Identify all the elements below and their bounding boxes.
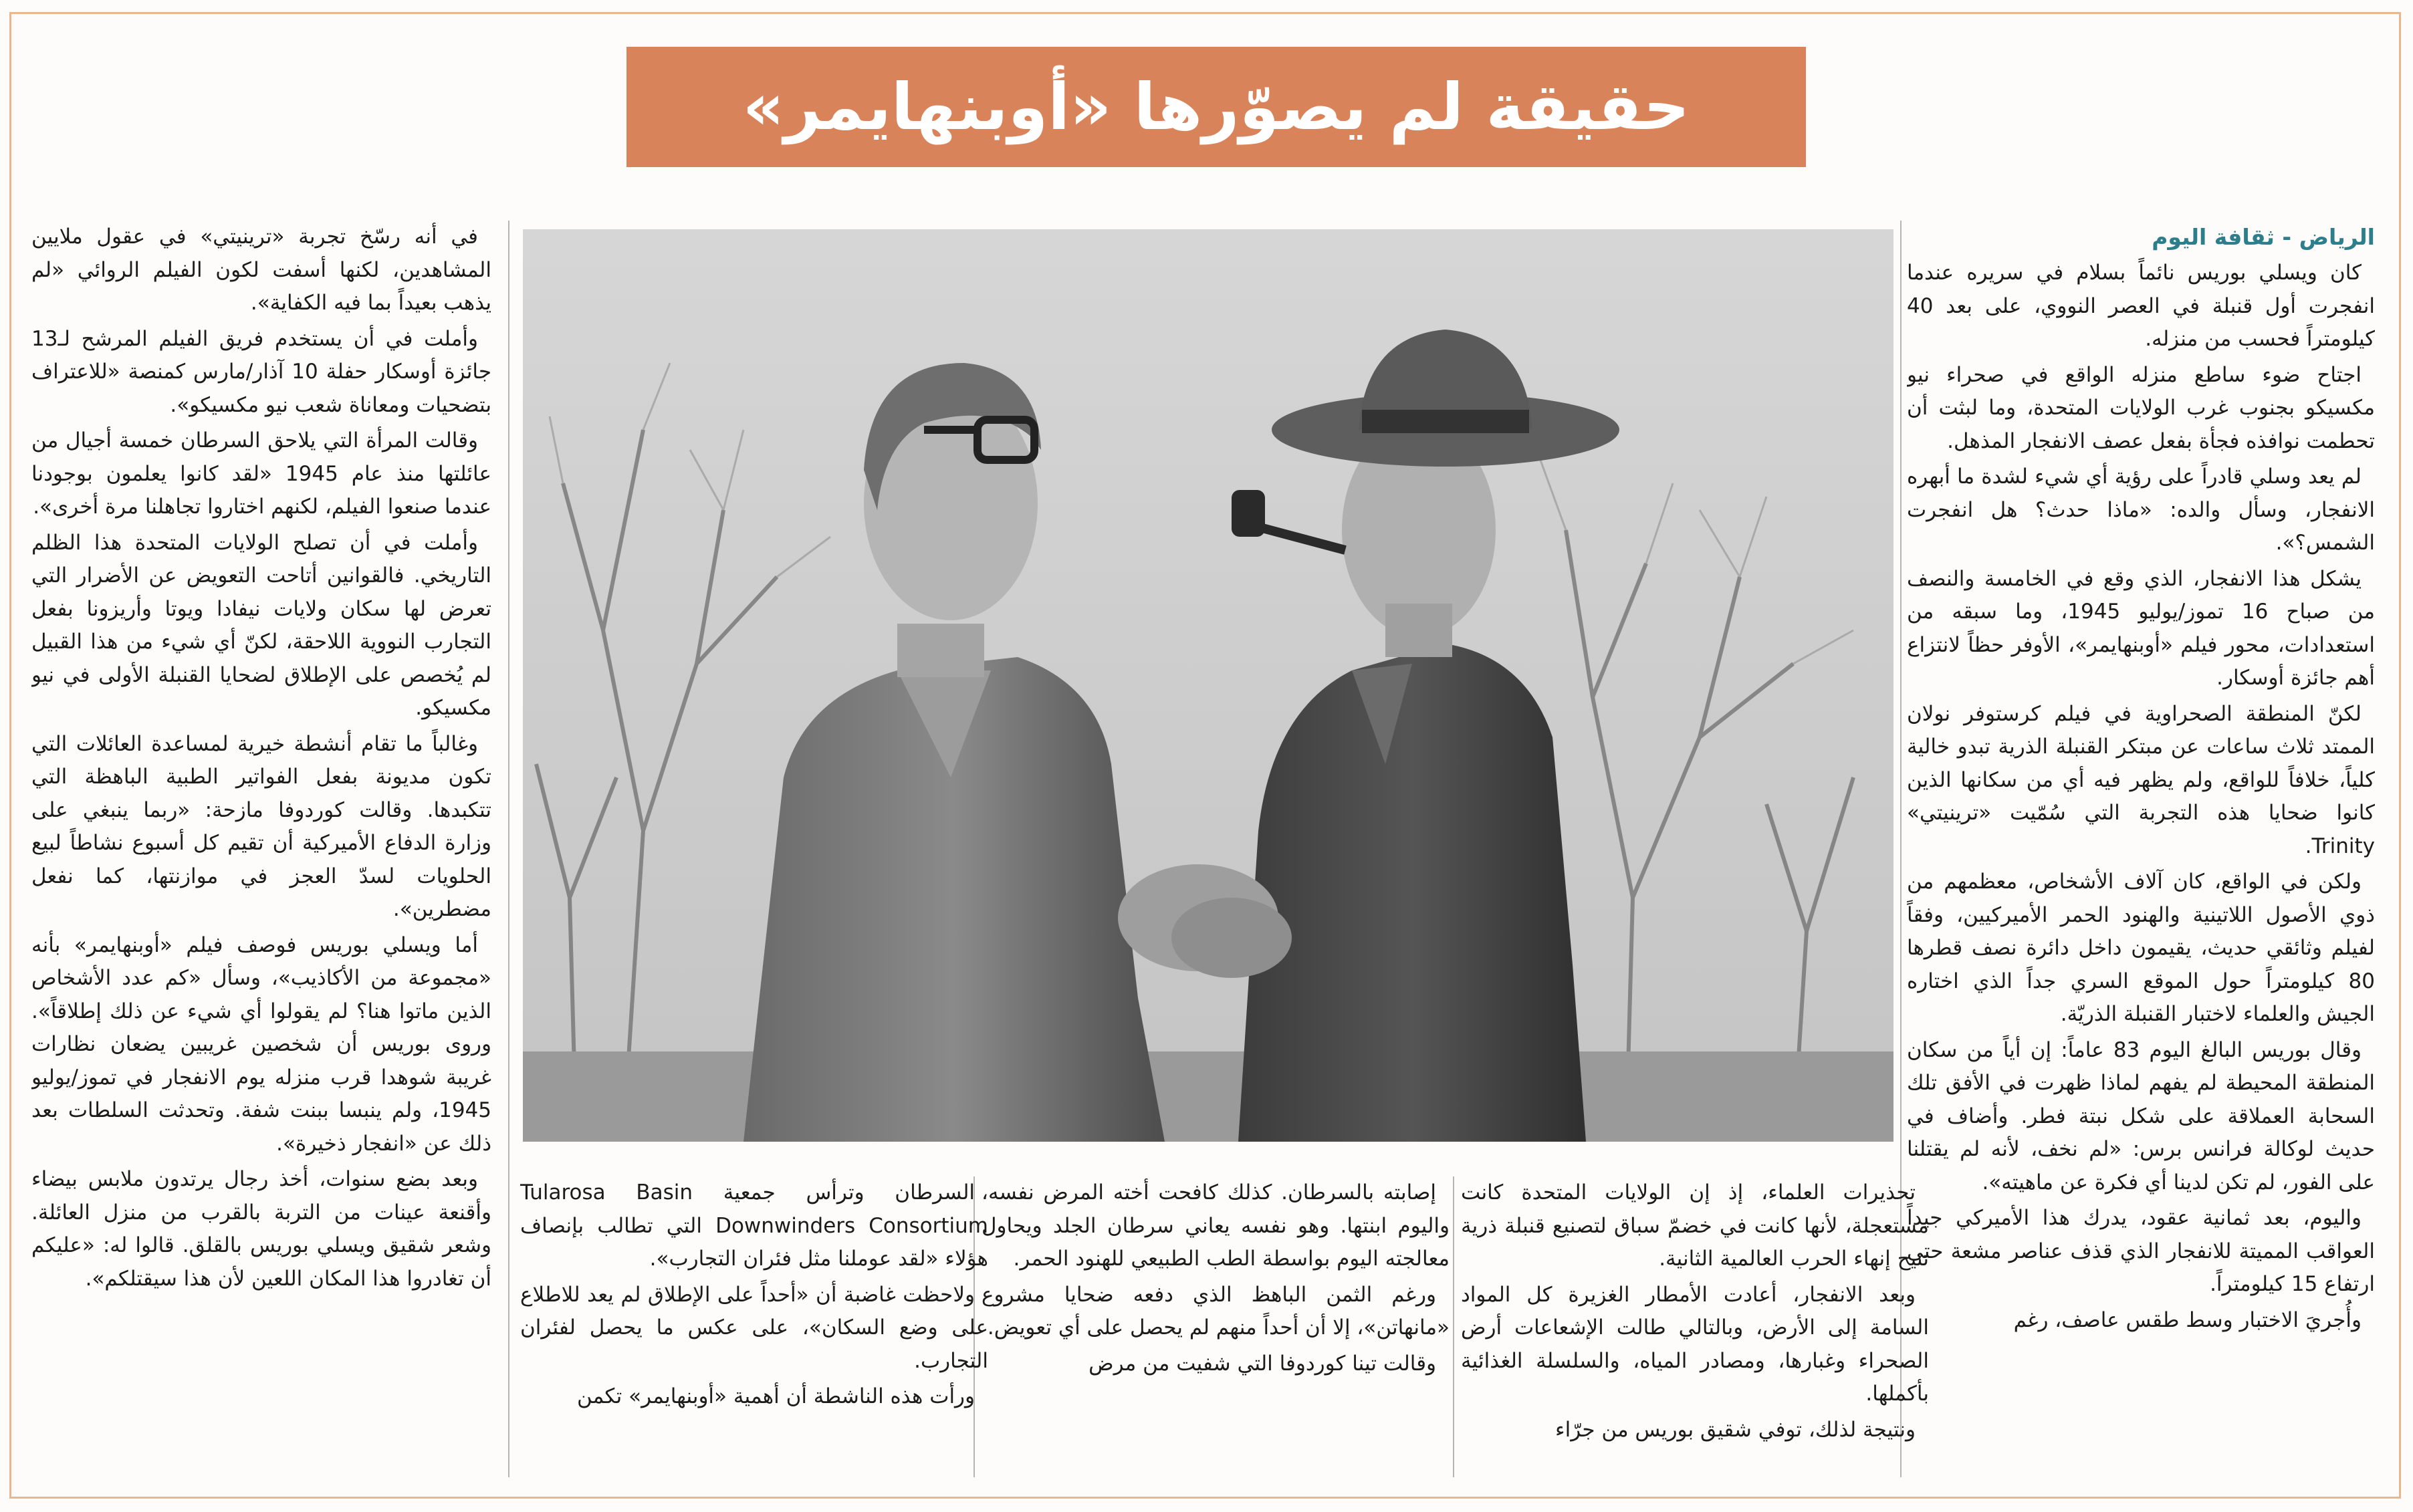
- paragraph: كان ويسلي بوريس نائماً بسلام في سريره عندما انفجرت أول قنبلة في العصر النووي، على بعد 40 كيلومتراً فحسب من منزله.: [1907, 261, 2375, 351]
- paragraph: في أنه رسّخ تجربة «ترينيتي» في عقول ملايين المشاهدين، لكنها أسفت لكون الفيلم الروائي «لم يذهب بعيداً بما فيه الكفاية».: [31, 225, 491, 315]
- byline: الرياض - ثقافة اليوم: [2152, 224, 2375, 250]
- article-column-bottom-1: [1461, 1176, 1929, 1477]
- headline: حقيقة لم يصوّرها «أوبنهايمر»: [626, 47, 1806, 167]
- paragraph: ورأت هذه الناشطة أن أهمية «أوبنهايمر» تكمن: [577, 1384, 975, 1408]
- paragraph: وقالت تينا كوردوفا التي شفيت من مرض: [1088, 1351, 1436, 1376]
- article-column-right: [1907, 221, 2375, 1477]
- paragraph: وبعد بضع سنوات، أخذ رجال يرتدون ملابس بيضاء وأقنعة عينات من التربة بالقرب من منزل العائلة. وشعر شقيق ويسلي بوريس بالقلق. قالوا له: «عليكم أن تغادروا هذا المكان اللعين لأن هذا سيقتلكم».: [31, 1167, 491, 1291]
- article-column-left: [31, 221, 491, 1477]
- article-photo: [523, 229, 1893, 1142]
- paragraph: لم يعد وسلي قادراً على رؤية أي شيء لشدة ما أبهره الانفجار، وسأل والده: «ماذا حدث؟ هل انفجرت الشمس؟».: [1907, 465, 2375, 555]
- paragraph: تحذيرات العلماء، إذ إن الولايات المتحدة كانت مستعجلة، لأنها كانت في خضمّ سباق لتصنيع قنبلة ذرية تتيح إنهاء الحرب العالمية الثانية.: [1461, 1180, 1929, 1271]
- paragraph: وأملت في أن تصلح الولايات المتحدة هذا الظلم التاريخي. فالقوانين أتاحت التعويض عن الأضرار التي تعرض لها سكان ولايات نيفادا ويوتا وأريزونا بفعل التجارب النووية اللاحقة، لكنّ أي شيء من هذا القبيل لم يُخصص على الإطلاق لضحايا القنبلة الأولى في نيو مكسيكو.: [31, 530, 491, 720]
- paragraph: وقال بوريس البالغ اليوم 83 عاماً: إن أياً من سكان المنطقة المحيطة لم يفهم لماذا ظهرت في الأفق تلك السحابة العملاقة على شكل نبتة فطر. وأضاف في حديث لوكالة فرانس برس: «لم نخف، لأنه لم يقتلنا على الفور، لم تكن لدينا أي فكرة عن ماهيته».: [1907, 1037, 2375, 1194]
- paragraph: ونتيجة لذلك، توفي شقيق بوريس من جرّاء: [1555, 1417, 1916, 1442]
- paragraph: ورغم الثمن الباهظ الذي دفعه ضحايا مشروع «مانهاتن»، إلا أن أحداً منهم لم يحصل على أي تعويض.: [982, 1282, 1450, 1340]
- paragraph: وغالباً ما تقام أنشطة خيرية لمساعدة العائلات التي تكون مديونة بفعل الفواتير الطبية الباهظة التي تتكبدها. وقالت كوردوفا مازحة: «ربما ينبغي على وزارة الدفاع الأميركية أن تقيم كل أسبوع نشاطاً لبيع الحلويات لسدّ العجز في موازنتها، كما نفعل مضطرين».: [31, 731, 491, 921]
- column-divider: [1453, 1176, 1454, 1477]
- paragraph: يشكل هذا الانفجار، الذي وقع في الخامسة والنصف من صباح 16 تموز/يوليو 1945، وما سبقه من استعدادات، محور فيلم «أوبنهايمر»، الأوفر حظاً لانتزاع أهم جائزة أوسكار.: [1907, 566, 2375, 690]
- paragraph: ولاحظت غاضبة أن «أحداً على الإطلاق لم يعد للاطلاع على وضع السكان»، على عكس ما يحصل لفئران التجارب.: [520, 1282, 988, 1373]
- paragraph: إصابته بالسرطان. كذلك كافحت أخته المرض نفسه، واليوم ابنتها. وهو نفسه يعاني سرطان الجلد ويحاول معالجته اليوم بواسطة الطب الطبيعي للهنود الحمر.: [982, 1180, 1450, 1271]
- paragraph: وأملت في أن يستخدم فريق الفيلم المرشح لـ13 جائزة أوسكار حفلة 10 آذار/مارس كمنصة «للاعتراف بتضحيات ومعاناة شعب نيو مكسيكو».: [31, 326, 491, 417]
- column-divider: [508, 221, 509, 1477]
- paragraph: وأُجريَ الاختبار وسط طقس عاصف، رغم: [2013, 1307, 2362, 1332]
- paragraph: واليوم، بعد ثمانية عقود، يدرك هذا الأميركي جيداً العواقب المميتة للانفجار الذي قذف عناصر مشعة حتى ارتفاع 15 كيلومتراً.: [1907, 1206, 2375, 1296]
- paragraph: ولكن في الواقع، كان آلاف الأشخاص، معظمهم من ذوي الأصول اللاتينية والهنود الحمر الأميركيين، وفقاً لفيلم وثائقي حديث، يقيمون داخل دائرة نصف قطرها 80 كيلومتراً حول الموقع السري جداً الذي اختاره الجيش والعلماء لاختبار القنبلة الذريّة.: [1907, 870, 2375, 1026]
- paragraph: لكنّ المنطقة الصحراوية في فيلم كرستوفر نولان الممتد ثلاث ساعات عن مبتكر القنبلة الذرية تبدو خالية كلياً، خلافاً للواقع، ولم يظهر فيه أي من سكانها الذين كانوا ضحايا هذه التجربة التي سُمّيت «ترينيتي» Trinity.: [1907, 701, 2375, 858]
- paragraph: وبعد الانفجار، أعادت الأمطار الغزيرة كل المواد السامة إلى الأرض، وبالتالي طالت الإشعاعات أرض الصحراء وغبارها، ومصادر المياه، والسلسلة الغذائية بأكملها.: [1461, 1282, 1929, 1406]
- paragraph: أما ويسلي بوريس فوصف فيلم «أوبنهايمر» بأنه «مجموعة من الأكاذيب»، وسأل «كم عدد الأشخاص الذين ماتوا هنا؟ لم يقولوا أي شيء عن ذلك إطلاقاً». وروى بوريس أن شخصين غريبين يضعان نظارات غريبة شوهدا قرب منزله يوم الانفجار في تموز/يوليو 1945، ولم ينبسا ببنت شفة. وتحدثت السلطات بعد ذلك عن «انفجار ذخيرة».: [31, 932, 491, 1156]
- article-column-bottom-2: [982, 1176, 1450, 1477]
- paragraph: اجتاح ضوء ساطع منزله الواقع في صحراء نيو مكسيكو بجنوب غرب الولايات المتحدة، وما لبثت أن تحطمت نوافذه فجأة بفعل عصف الانفجار المذهل.: [1907, 362, 2375, 453]
- article-column-bottom-3: [520, 1176, 988, 1477]
- paragraph: السرطان وترأس جمعية Tularosa Basin Downwinders Consortium التي تطالب بإنصاف هؤلاء «لقد عوملنا مثل فئران التجارب».: [520, 1180, 988, 1271]
- paragraph: وقالت المرأة التي يلاحق السرطان خمسة أجيال من عائلتها منذ عام 1945 «لقد كانوا يعلمون بوجودنا عندما صنعوا الفيلم، لكنهم اختاروا تجاهلنا مرة أخرى».: [31, 428, 491, 519]
